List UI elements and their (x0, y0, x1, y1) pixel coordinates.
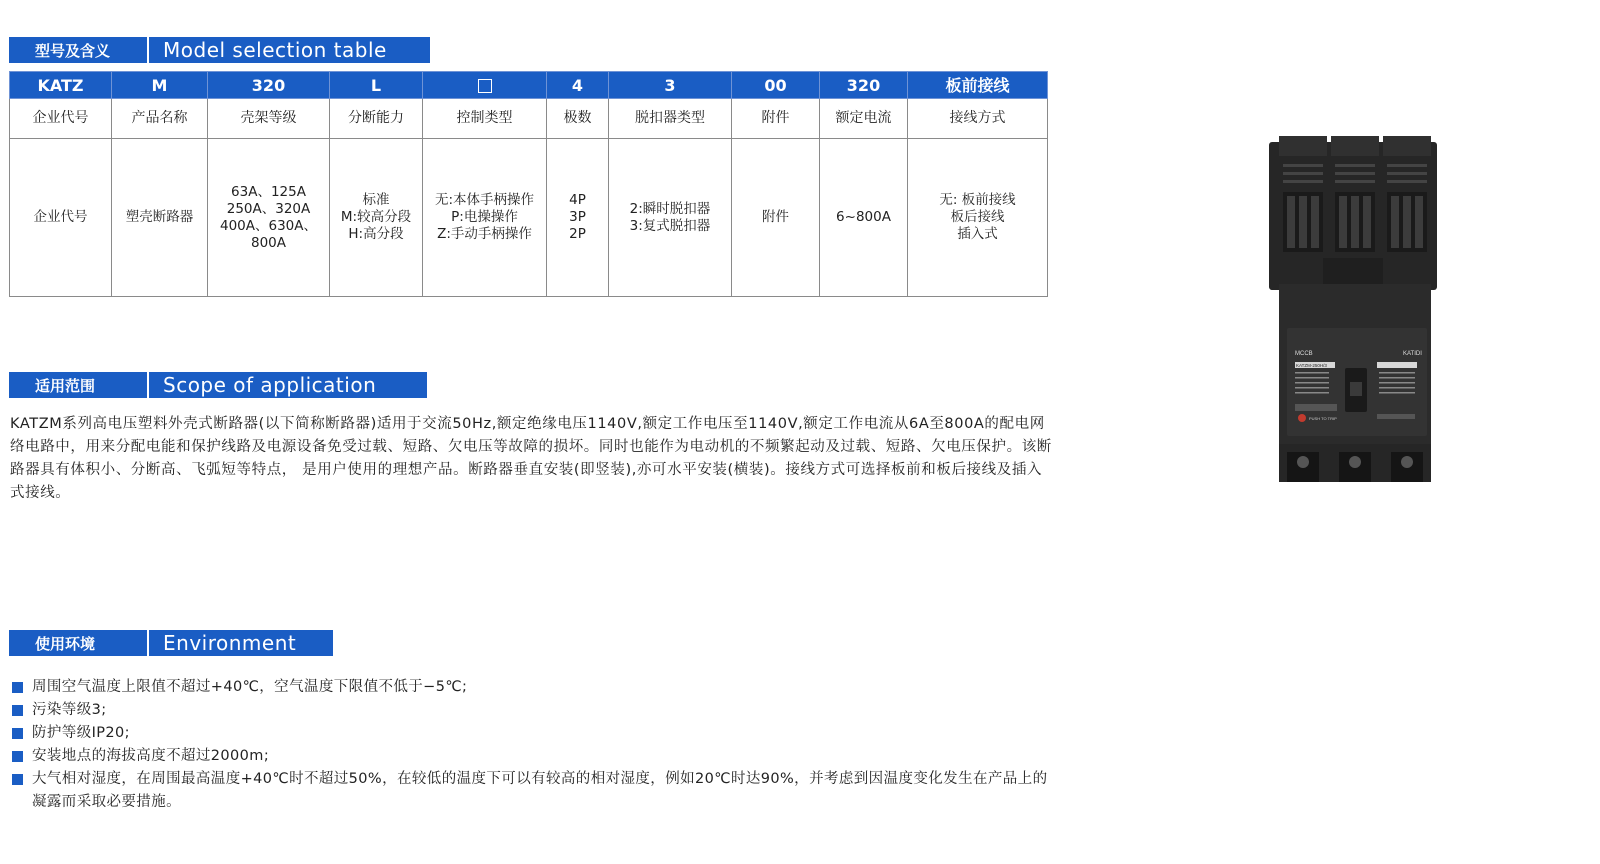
label-cell: 脱扣器类型 (609, 99, 732, 139)
value-line: 附件 (762, 209, 789, 225)
model-section-title-en: Model selection table (147, 37, 430, 63)
value-line: 无: 板前接线 (939, 192, 1016, 208)
value-line: H:高分段 (348, 226, 404, 242)
label-cell: 壳架等级 (208, 99, 330, 139)
list-item-text: 周围空气温度上限值不超过+40℃，空气温度下限值不低于−5℃; (32, 679, 468, 695)
env-section-title-cn: 使用环境 (9, 630, 147, 656)
list-item (10, 745, 1055, 768)
square-bullet-icon (12, 728, 23, 739)
label-cell: 接线方式 (908, 99, 1048, 139)
model-section-header (9, 37, 430, 63)
value-line: 400A、630A、 (219, 217, 317, 234)
square-bullet-icon (12, 682, 23, 693)
label-cell: 产品名称 (112, 99, 208, 139)
label-cell: 分断能力 (330, 99, 423, 139)
value-line: 2:瞬时脱扣器 (629, 200, 711, 217)
scope-paragraph: KATZM系列高电压塑料外壳式断路器(以下简称断路器)适用于交流50Hz,额定绝缘电压1140V,额定工作电压至1140V,额定工作电流从6A至800A的配电网络电路中，用来分配电能和保护线路及电源设备免受过载、短路、欠电压等故障的损坏。同时也能作为电动机的不频繁起动及过载、短路、欠电压保护。该断路器具有体积小、分断高、飞弧短等特点， 是用户使用的理想产品。断路器垂直安装(即竖装),亦可水平安装(横装)。接线方式可选择板前和板后接线及插入式接线。 (10, 416, 1052, 501)
label-cell: 控制类型 (423, 99, 547, 139)
svg-text:KATIDI: KATIDI (1403, 351, 1422, 357)
value-cell (908, 139, 1048, 297)
scope-section-header (9, 372, 427, 398)
value-cell (330, 139, 423, 297)
env-section-header (9, 630, 333, 656)
value-line: 6~800A (836, 209, 891, 225)
header-cell-box (423, 72, 547, 99)
value-line: 800A (250, 234, 286, 251)
list-item-text: 污染等级3; (32, 702, 107, 718)
value-line: 3:复式脱扣器 (629, 217, 711, 234)
value-cell (820, 139, 908, 297)
header-cell: 板前接线 (908, 72, 1048, 99)
model-section-title-cn: 型号及含义 (9, 37, 147, 63)
square-box-icon (478, 79, 492, 93)
value-line: Z:手动手柄操作 (437, 226, 532, 242)
header-cell: KATZ (10, 72, 112, 99)
list-item (10, 722, 1055, 745)
table-value-row (10, 139, 1048, 297)
square-bullet-icon (12, 751, 23, 762)
list-item-text: 大气相对湿度，在周围最高温度+40℃时不超过50%，在较低的温度下可以有较高的相对湿度，例如20℃时达90%，并考虑到因温度变化发生在产品上的凝露而采取必要措施。 (32, 771, 1048, 810)
list-item (10, 699, 1055, 722)
value-line: 63A、125A (231, 183, 306, 200)
value-cell (112, 139, 208, 297)
svg-text:KATZM-250H/3: KATZM-250H/3 (1296, 363, 1327, 368)
value-line: 板后接线 (950, 209, 1005, 225)
environment-list (10, 676, 1055, 814)
model-selection-table (9, 71, 1048, 297)
value-line: 企业代号 (33, 209, 88, 225)
list-item-text: 安装地点的海拔高度不超过2000m; (32, 748, 270, 764)
scope-section-title-en: Scope of application (147, 372, 427, 398)
table-header-row (10, 72, 1048, 99)
value-line: 2P (569, 226, 586, 242)
value-line: 3P (569, 209, 586, 225)
table-label-row (10, 99, 1048, 139)
header-cell: 320 (208, 72, 330, 99)
header-cell: 3 (609, 72, 732, 99)
value-line: 250A、320A (226, 200, 311, 217)
header-cell: 00 (732, 72, 820, 99)
label-cell: 极数 (547, 99, 609, 139)
value-line: 插入式 (957, 226, 998, 242)
value-cell (423, 139, 547, 297)
scope-section-title-cn: 适用范围 (9, 372, 147, 398)
list-item-text: 防护等级IP20; (32, 725, 130, 741)
header-cell: M (112, 72, 208, 99)
header-cell: 4 (547, 72, 609, 99)
value-cell (10, 139, 112, 297)
svg-text:MCCB: MCCB (1295, 351, 1313, 357)
label-cell: 额定电流 (820, 99, 908, 139)
header-cell: L (330, 72, 423, 99)
value-cell (547, 139, 609, 297)
square-bullet-icon (12, 705, 23, 716)
value-line: 无:本体手柄操作 (434, 192, 535, 208)
value-line: 4P (569, 192, 586, 208)
value-line: P:电操操作 (451, 209, 518, 225)
square-bullet-icon (12, 774, 23, 785)
value-cell (609, 139, 732, 297)
value-cell (208, 139, 330, 297)
value-line: M:较高分段 (340, 209, 412, 225)
value-line: 标准 (362, 192, 390, 208)
header-cell: 320 (820, 72, 908, 99)
value-cell (732, 139, 820, 297)
value-line: 塑壳断路器 (125, 209, 194, 225)
label-cell: 附件 (732, 99, 820, 139)
label-cell: 企业代号 (10, 99, 112, 139)
list-item (10, 676, 1055, 699)
list-item (10, 768, 1055, 814)
env-section-title-en: Environment (147, 630, 333, 656)
svg-text:PUSH TO TRIP: PUSH TO TRIP (1309, 416, 1337, 421)
circuit-breaker-image (1265, 136, 1445, 488)
